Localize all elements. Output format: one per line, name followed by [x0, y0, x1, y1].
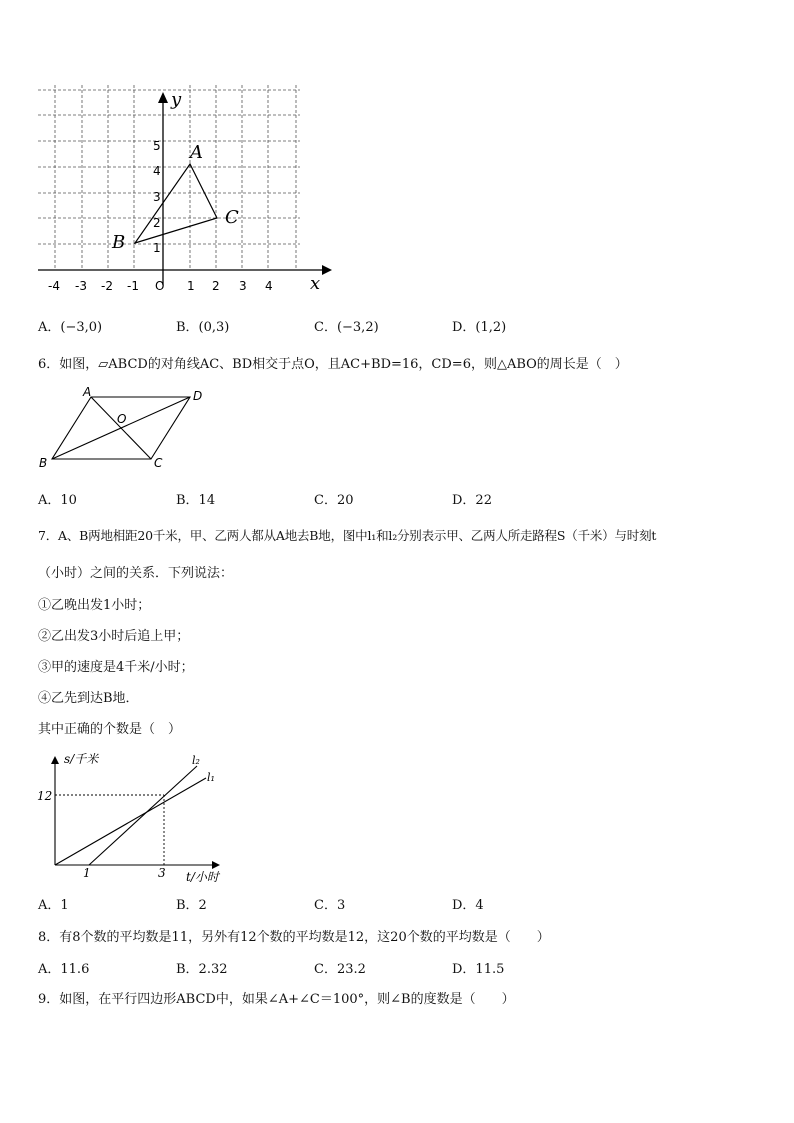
q6-diagonal-bd [52, 397, 190, 459]
q7-option-a: A．1 [38, 898, 69, 913]
q5-x-axis-arrow [322, 265, 332, 275]
q6-option-a: A．10 [38, 493, 77, 508]
q5-y-tick: 4 [153, 164, 161, 178]
q7-label-l1: l₁ [207, 771, 215, 784]
q5-x-tick: -4 [48, 279, 60, 293]
q5-x-label: x [310, 273, 321, 294]
q7-option-c: C．3 [314, 898, 346, 913]
q5-option-d: D．(1,2) [452, 320, 507, 335]
q6-label-a: A [83, 385, 92, 399]
q5-point-a-label: A [190, 142, 203, 163]
q6-option-b: B．14 [176, 493, 216, 508]
q6-label-b: B [39, 456, 48, 470]
q7-option-b: B．2 [176, 898, 207, 913]
q6-label-o: O [117, 412, 127, 426]
q5-options [38, 316, 638, 336]
q7-statement-1: ①乙晚出发1小时； [38, 598, 151, 613]
q5-point-b-label: B [112, 232, 126, 253]
q5-option-a: A．(−3,0) [38, 320, 103, 335]
q5-y-axis-arrow [158, 92, 168, 103]
q7-line-l2 [89, 766, 197, 865]
q7-stem-line2: （小时）之间的关系．下列说法： [38, 566, 234, 581]
q7-distance-time-graph [34, 748, 234, 888]
q9-stem: 9．如图，在平行四边形ABCD中，如果∠A+∠C＝100°，则∠B的度数是（ ） [38, 992, 515, 1007]
q5-y-label: y [171, 89, 182, 110]
q5-x-tick: -2 [101, 279, 113, 293]
q6-parallelogram-figure [36, 385, 216, 473]
q7-question: 其中正确的个数是（ ） [38, 722, 182, 737]
q6-stem: 6．如图，▱ABCD的对角线AC、BD相交于点O，且AC+BD=16，CD=6，则△ABO的周长是（ ） [38, 357, 628, 372]
q5-x-tick: 3 [239, 279, 247, 293]
q6-option-c: C．20 [314, 493, 354, 508]
q5-y-tick: 5 [153, 139, 161, 153]
q5-option-b: B．(0,3) [176, 320, 230, 335]
q7-y-axis-arrow [51, 756, 59, 764]
q8-stem: 8．有8个数的平均数是11，另外有12个数的平均数是12，这20个数的平均数是（ ） [38, 930, 550, 945]
q7-statement-4: ④乙先到达B地． [38, 691, 139, 706]
q8-option-d: D．11.5 [452, 962, 505, 977]
q7-label-l2: l₂ [192, 754, 200, 767]
q6-label-d: D [193, 389, 203, 403]
q6-option-d: D．22 [452, 493, 492, 508]
q7-x-tick-1: 1 [83, 866, 91, 880]
q6-label-c: C [154, 456, 163, 470]
q5-x-tick-labels [48, 279, 273, 293]
q7-options [38, 894, 638, 914]
q7-option-d: D．4 [452, 898, 484, 913]
q7-x-label: t/小时 [186, 870, 219, 884]
q5-x-tick: 1 [187, 279, 195, 293]
q5-y-tick: 1 [153, 241, 161, 255]
q5-triangle [135, 164, 217, 243]
q7-y-label: s/千米 [64, 752, 99, 766]
q5-y-tick: 3 [153, 190, 161, 204]
q5-y-tick: 2 [153, 216, 161, 230]
q5-option-c: C．(−3,2) [314, 320, 379, 335]
q5-x-tick: -3 [75, 279, 87, 293]
q7-y-tick-12: 12 [37, 789, 53, 803]
q7-line-l1 [55, 778, 206, 865]
q5-x-tick: 2 [212, 279, 220, 293]
q5-x-tick: -1 [127, 279, 139, 293]
q6-options [38, 489, 638, 509]
q7-x-tick-3: 3 [158, 866, 166, 880]
q7-stem-line1: 7．A、B两地相距20千米，甲、乙两人都从A地去B地，图中l₁和l₂分别表示甲、乙两人所走路程S（千米）与时刻t [38, 528, 657, 543]
q7-statement-3: ③甲的速度是4千米/小时； [38, 660, 194, 675]
q5-x-tick: 4 [265, 279, 273, 293]
q8-options [38, 958, 638, 978]
q5-x-tick: O [155, 279, 165, 293]
q8-option-a: A．11.6 [38, 962, 90, 977]
q7-statement-2: ②乙出发3小时后追上甲； [38, 629, 190, 644]
q5-grid [38, 85, 300, 270]
q5-coordinate-graph [30, 80, 340, 295]
q8-option-b: B．2.32 [176, 962, 228, 977]
q5-point-c-label: C [225, 207, 239, 228]
q7-x-axis-arrow [212, 861, 220, 869]
q8-option-c: C．23.2 [314, 962, 366, 977]
